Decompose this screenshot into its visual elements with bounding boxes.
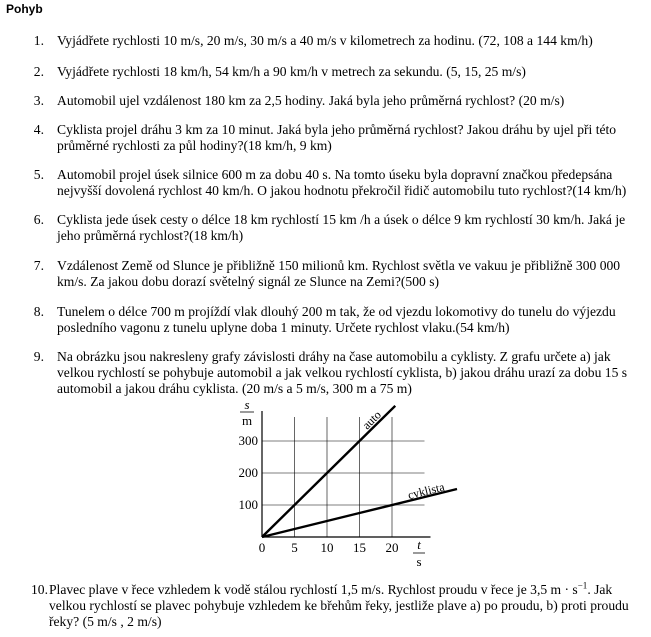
problem-number: 5. [33, 167, 44, 182]
problem-number: 2. [33, 64, 44, 79]
problem-number: 3. [33, 93, 44, 108]
problem-number: 4. [33, 122, 44, 137]
problem-text: Na obrázku jsou nakresleny grafy závislosti dráhy na čase automobilu a cyklisty. Z grafu určete a) jak velkou rychlostí se pohybuje automobil a jak velkou rychlostí cyklista, b) jakou dráhu urazí za dobu 15 s automobil a jakou dráhu cyklista. (20 m/s a 5 m/s, 300 m a 75 m) [57, 349, 628, 396]
problem-text: Automobil projel úsek silnice 600 m za dobu 40 s. Na tomto úseku byla dopravní značkou předepsána nejvyšší dovolená rychlost 40 km/h. O jakou hodnotu překročil řidič automobilu tuto rychlost?(14 km/h) [57, 167, 627, 198]
x-tick-label: 20 [385, 540, 399, 555]
problem-number: 10. [31, 582, 48, 597]
problem-text-part: Plavec plave v řece vzhledem k vodě stálou rychlostí 1,5 m/s. Rychlost proudu v řece je 3,5 m · s [49, 582, 578, 597]
x-tick-label: 15 [353, 540, 366, 555]
x-axis-label-denominator: s [416, 554, 422, 569]
distance-time-chart [220, 397, 446, 570]
x-tick-label: 5 [291, 540, 298, 555]
y-tick-label: 300 [238, 433, 258, 448]
problem-text-part: . Jak velkou rychlostí se plavec pohybuje vzhledem ke břehům řeky, jestliže plave a) po proudu, b) proti proudu řeky? (5 m/s , 2 m/s) [49, 582, 629, 629]
x-axis-label-numerator: t [417, 537, 421, 552]
chart-grid [262, 417, 425, 537]
y-axis-label-numerator: s [244, 397, 250, 412]
y-tick-label: 200 [238, 465, 258, 480]
x-tick-label: 0 [258, 540, 266, 555]
problem-number: 7. [33, 258, 44, 273]
problem-text: Vyjádřete rychlosti 10 m/s, 20 m/s, 30 m/s a 40 m/s v kilometrech za hodinu. (72, 108 a 144 km/h) [57, 33, 593, 48]
problem-text: Cyklista jede úsek cesty o délce 18 km rychlostí 15 km /h a úsek o délce 9 km rychlostí 30 km/h. Jaká je jeho průměrná rychlost?(18 km/h) [57, 212, 626, 243]
y-tick-label: 100 [238, 497, 258, 512]
problem-text [49, 582, 647, 630]
problem-text: Cyklista projel dráhu 3 km za 10 minut. Jaká byla jeho průměrná rychlost? Jakou dráhu by ujel při této průměrné rychlosti za půl hodiny?(18 km/h, 9 km) [57, 122, 617, 153]
series-label-cyklista: cyklista [406, 479, 446, 503]
problem-text: Tunelem o délce 700 m projíždí vlak dlouhý 200 m tak, že od vjezdu lokomotivy do tunelu do výjezdu posledního vagonu z tunelu uplyne doba 1 minuty. Určete rychlost vlaku.(54 km/h) [57, 304, 616, 335]
y-axis-label-denominator: m [241, 413, 253, 428]
problem-number: 6. [33, 212, 44, 227]
problem-number: 8. [33, 304, 44, 319]
page-heading: Pohyb [6, 2, 43, 16]
problem-text: Automobil ujel vzdálenost 180 km za 2,5 hodiny. Jaká byla jeho průměrná rychlost? (20 m/s) [57, 93, 565, 108]
x-tick-label: 10 [320, 540, 334, 555]
series-label-auto: auto [359, 407, 384, 433]
problem-number: 9. [33, 349, 44, 364]
problem-text: Vzdálenost Země od Slunce je přibližně 150 milionů km. Rychlost světla ve vakuu je přibližně 300 000 km/s. Za jakou dobu dorazí světelný signál ze Slunce na Zemi?(500 s) [57, 258, 621, 289]
problem-text: Vyjádřete rychlosti 18 km/h, 54 km/h a 90 km/h v metrech za sekundu. (5, 15, 25 m/s) [57, 64, 526, 79]
exponent: −1 [577, 580, 588, 591]
problem-number: 1. [33, 33, 44, 48]
chart-axes [262, 411, 431, 537]
